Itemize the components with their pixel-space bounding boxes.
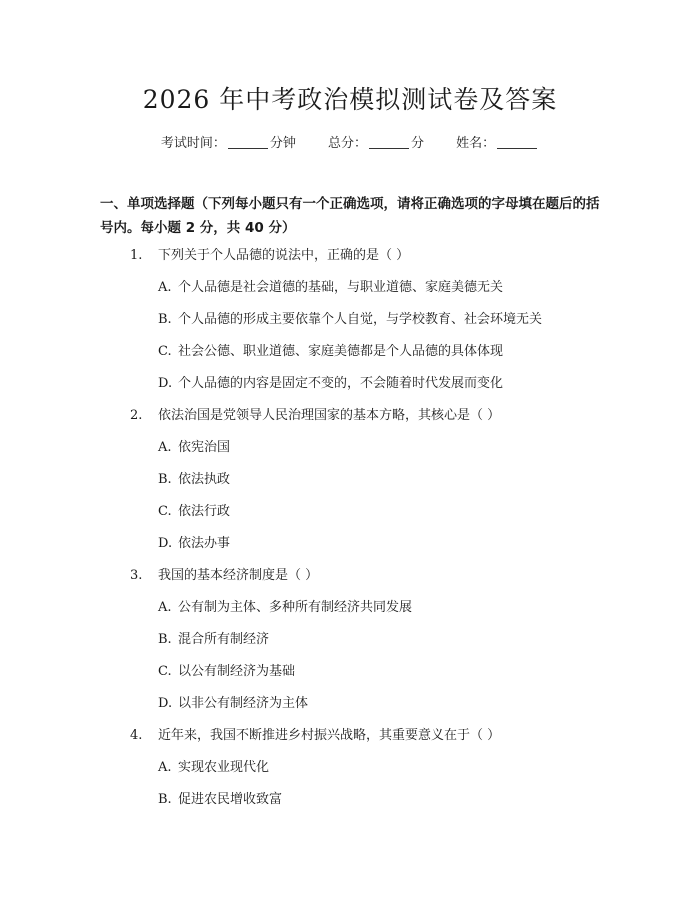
option-letter: A. [158,280,172,295]
option-text: 个人品德的形成主要依靠个人自觉，与学校教育、社会环境无关 [178,312,543,327]
question-1 [130,244,409,263]
score-unit: 分 [411,136,425,151]
option-text: 公有制为主体、多种所有制经济共同发展 [178,600,413,615]
option-1b [158,308,542,327]
question-2 [130,404,500,423]
question-number: 3. [130,568,143,583]
student-name [456,136,539,151]
option-text: 个人品德的内容是固定不变的，不会随着时代发展而变化 [178,376,504,391]
option-2c [158,500,230,519]
section-heading: 一、单项选择题（下列每小题只有一个正确选项，请将正确选项的字母填在题后的括号内。每小题 2 分，共 40 分） [100,196,600,236]
question-number: 4. [130,728,143,743]
option-text: 促进农民增收致富 [178,792,283,807]
question-text: 下列关于个人品德的说法中，正确的是（ ） [158,248,410,263]
page-title: 2026 年中考政治模拟测试卷及答案 [142,85,558,114]
exam-score [328,136,424,151]
exam-time [161,136,296,151]
score-label: 总分： [327,136,367,151]
time-unit: 分钟 [269,136,296,151]
question-4 [130,724,500,743]
option-letter: A. [158,600,172,615]
option-letter: A. [158,760,172,775]
option-letter: D. [158,536,173,551]
option-text: 依法行政 [178,504,231,519]
option-2d [158,532,230,551]
time-blank [228,136,268,149]
option-letter: B. [158,472,172,487]
option-letter: B. [158,312,172,327]
option-letter: A. [158,440,172,455]
option-4a [158,756,269,775]
option-text: 依宪治国 [178,440,231,455]
option-text: 依法办事 [178,536,231,551]
option-text: 依法执政 [178,472,231,487]
question-text: 我国的基本经济制度是（ ） [158,568,319,583]
option-3b [158,628,269,647]
score-blank [369,136,409,149]
exam-meta [0,132,700,151]
option-letter: B. [158,792,172,807]
question-text: 依法治国是党领导人民治理国家的基本方略，其核心是（ ） [158,408,501,423]
question-number: 1. [130,248,143,263]
option-text: 混合所有制经济 [178,632,270,647]
option-3a [158,596,412,615]
question-text: 近年来，我国不断推进乡村振兴战略，其重要意义在于（ ） [158,728,501,743]
time-label: 考试时间： [160,136,226,151]
option-2a [158,436,230,455]
option-4b [158,788,282,807]
option-2b [158,468,230,487]
option-text: 社会公德、职业道德、家庭美德都是个人品德的具体体现 [178,344,504,359]
option-text: 以非公有制经济为主体 [178,696,309,711]
option-letter: D. [158,696,173,711]
option-letter: C. [158,344,172,359]
name-blank [497,136,537,149]
option-3d [158,692,308,711]
question-number: 2. [130,408,143,423]
option-3c [158,660,295,679]
option-letter: C. [158,504,172,519]
option-1d [158,372,503,391]
option-text: 实现农业现代化 [178,760,270,775]
option-1a [158,276,503,295]
option-letter: B. [158,632,172,647]
option-letter: C. [158,664,172,679]
option-1c [158,340,503,359]
question-3 [130,564,318,583]
option-letter: D. [158,376,173,391]
option-text: 以公有制经济为基础 [178,664,296,679]
name-label: 姓名： [456,136,496,151]
option-text: 个人品德是社会道德的基础，与职业道德、家庭美德无关 [178,280,504,295]
